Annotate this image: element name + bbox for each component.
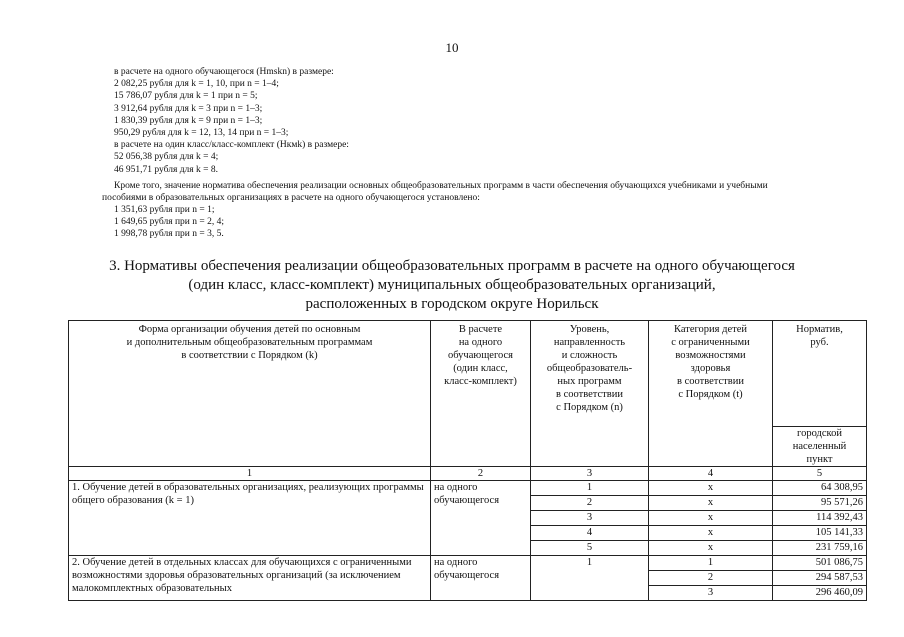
header-norm: Норматив, руб. xyxy=(773,321,867,427)
cell-value: 64 308,95 xyxy=(773,481,867,496)
norm-line: 3 912,64 рубля для k = 3 при n = 1–3; xyxy=(114,103,263,114)
norm-line: в расчете на один класс/класс-комплект (Нкмk) в размере: xyxy=(114,140,349,151)
norm-line: 1 830,39 рубля для k = 9 при n = 1–3; xyxy=(114,115,263,126)
norm-line: 1 649,65 рубля при n = 2, 4; xyxy=(114,217,224,228)
cell-value: 95 571,26 xyxy=(773,496,867,511)
page-number: 10 xyxy=(445,40,459,55)
row-per: на одного обучающегося xyxy=(431,556,531,601)
cell-n: 1 xyxy=(531,481,649,496)
cell-t: х xyxy=(649,541,773,556)
row-per: на одного обучающегося xyxy=(431,481,531,556)
cell-n: 3 xyxy=(531,511,649,526)
col-number: 5 xyxy=(773,467,867,481)
row-form: 2. Обучение детей в отдельных классах для обучающихся с ограниченными возможностями здоровья образовательных организаций (за исключением малокомплектных образовательных xyxy=(69,556,431,601)
header-per: В расчете на одного обучающегося (один класс, класс-комплект) xyxy=(431,321,531,467)
norms-table xyxy=(68,320,867,601)
cell-t: х xyxy=(649,526,773,541)
norm-line: 15 786,07 рубля для k = 1 при n = 5; xyxy=(114,91,258,102)
heading-line: 3. Нормативы обеспечения реализации общеобразовательных программ в расчете на одного обучающегося xyxy=(109,258,795,274)
norm-line: 46 951,71 рубля для k = 8. xyxy=(114,164,219,175)
paragraph-line: Кроме того, значение норматива обеспечения реализации основных общеобразовательных программ в части обеспечения обучающихся учебниками и учебными xyxy=(114,181,768,191)
cell-t: х xyxy=(649,496,773,511)
cell-t: х xyxy=(649,481,773,496)
heading-line: расположенных в городском округе Норильск xyxy=(305,296,599,312)
norm-line: 2 082,25 рубля для k = 1, 10, при n = 1–4; xyxy=(114,79,279,90)
header-category: Категория детей с ограниченными возможностями здоровья в соответствии с Порядком (t) xyxy=(649,321,773,467)
cell-value: 501 086,75 xyxy=(773,556,867,571)
norm-line: 1 351,63 рубля при n = 1; xyxy=(114,205,215,215)
header-form: Форма организации обучения детей по основным и дополнительным общеобразовательным программам в соответствии с Порядком (k) xyxy=(69,321,431,467)
cell-value: 294 587,53 xyxy=(773,571,867,586)
norm-line: 950,29 рубля для k = 12, 13, 14 при n = 1–3; xyxy=(114,128,289,139)
cell-t: 1 xyxy=(649,556,773,571)
norm-line: 1 998,78 рубля при n = 3, 5. xyxy=(114,229,224,240)
header-norm-sub: городской населенный пункт xyxy=(773,427,867,467)
cell-n: 1 xyxy=(531,556,649,601)
norm-lines-block xyxy=(114,66,349,176)
norm-line: 52 056,38 рубля для k = 4; xyxy=(114,152,219,163)
cell-value: 296 460,09 xyxy=(773,586,867,601)
heading-line: (один класс, класс-комплект) муниципальных общеобразовательных организаций, xyxy=(188,277,716,293)
table-row xyxy=(69,481,867,496)
cell-t: х xyxy=(649,511,773,526)
cell-n: 5 xyxy=(531,541,649,556)
cell-n: 2 xyxy=(531,496,649,511)
cell-value: 105 141,33 xyxy=(773,526,867,541)
paragraph-line: пособиями в образовательных организациях в расчете на одного обучающегося установлено: xyxy=(102,193,480,204)
norm-line: в расчете на одного обучающегося (Нmskn) в размере: xyxy=(114,67,334,77)
cell-n: 4 xyxy=(531,526,649,541)
textbook-norm-lines xyxy=(114,204,224,241)
cell-t: 3 xyxy=(649,586,773,601)
col-number: 1 xyxy=(69,467,431,481)
textbook-paragraph xyxy=(102,180,872,204)
cell-t: 2 xyxy=(649,571,773,586)
header-level: Уровень, направленность и сложность общеобразователь- ных программ в соответствии с Порядком (n) xyxy=(531,321,649,467)
cell-value: 231 759,16 xyxy=(773,541,867,556)
cell-value: 114 392,43 xyxy=(773,511,867,526)
row-form: 1. Обучение детей в образовательных организациях, реализующих программы общего образования (k = 1) xyxy=(69,481,431,556)
section-heading xyxy=(60,257,844,314)
col-number: 4 xyxy=(649,467,773,481)
col-number: 3 xyxy=(531,467,649,481)
table-row xyxy=(69,556,867,571)
col-number: 2 xyxy=(431,467,531,481)
